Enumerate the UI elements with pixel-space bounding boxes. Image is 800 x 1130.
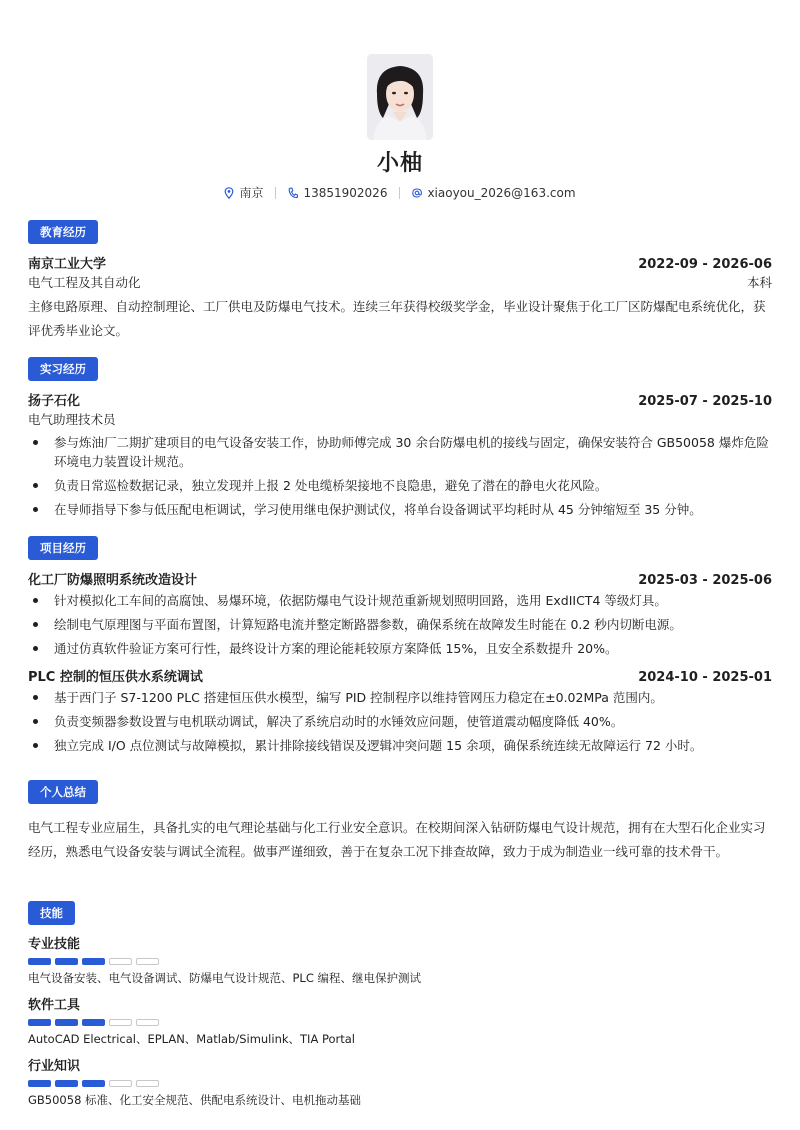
list-item: 在导师指导下参与低压配电柜调试，学习使用继电保护测试仪，将单台设备调试平均耗时从 45 分钟缩短至 35 分钟。 (28, 500, 772, 519)
internship-period: 2025-07 - 2025-10 (638, 394, 772, 409)
skill-level-segment (109, 958, 132, 965)
skill-level-segment (82, 1080, 105, 1087)
project-2-bullets (28, 688, 772, 755)
skill-level-segment (82, 1019, 105, 1026)
city-text: 南京 (239, 186, 264, 200)
list-item: 负责变频器参数设置与电机联动调试，解决了系统启动时的水锤效应问题，使管道震动幅度降低 40%。 (28, 712, 772, 731)
list-item: 通过仿真软件验证方案可行性，最终设计方案的理论能耗较原方案降低 15%，且安全系数提升 20%。 (28, 639, 772, 658)
email-text: xiaoyou_2026@163.com (427, 185, 576, 200)
education-description: 主修电路原理、自动控制理论、工厂供电及防爆电气技术。连续三年获得校级奖学金，毕业设计聚焦于化工厂区防爆配电系统优化，获评优秀毕业论文。 (28, 299, 766, 338)
contact-phone (288, 186, 387, 200)
education-header (28, 253, 772, 272)
list-item: 针对模拟化工车间的高腐蚀、易爆环境，依据防爆电气设计规范重新规划照明回路，选用 ExdIICT4 等级灯具。 (28, 591, 772, 610)
skill-desc: GB50058 标准、化工安全规范、供配电系统设计、电机拖动基础 (28, 1093, 362, 1107)
skill-title: 专业技能 (28, 937, 81, 952)
list-item: 基于西门子 S7-1200 PLC 搭建恒压供水模型，编写 PID 控制程序以维持管网压力稳定在±0.02MPa 范围内。 (28, 688, 772, 707)
contact-city (224, 184, 263, 201)
avatar (367, 54, 433, 140)
contact-bar (0, 184, 800, 201)
skill-level-segment (55, 1019, 78, 1026)
summary-text: 电气工程专业应届生，具备扎实的电气理论基础与化工行业安全意识。在校期间深入钻研防爆电气设计规范，拥有在大型石化企业实习经历，熟悉电气设备安装与调试全流程。做事严谨细致，善于在复杂工况下排查故障，致力于成为制造业一线可靠的技术骨干。 (28, 820, 766, 859)
list-item: 参与炼油厂二期扩建项目的电气设备安装工作，协助师傅完成 30 余台防爆电机的接线与固定，确保安装符合 GB50058 爆炸危险环境电力装置设计规范。 (28, 433, 772, 471)
school-name: 南京工业大学 (28, 257, 107, 272)
education-section (28, 220, 772, 343)
phone-icon (288, 187, 298, 199)
internship-header (28, 390, 772, 409)
internship-badge: 实习经历 (28, 357, 98, 381)
project-1-header (28, 569, 772, 588)
skill-level-segment (109, 1019, 132, 1026)
skill-level (28, 1019, 772, 1026)
projects-section (28, 536, 772, 760)
skill-level-segment (28, 1080, 51, 1087)
skill-level-segment (28, 1019, 51, 1026)
degree: 本科 (746, 275, 772, 290)
skill-level (28, 958, 772, 965)
internship-role: 电气助理技术员 (28, 412, 116, 427)
list-item: 绘制电气原理图与平面布置图，计算短路电流并整定断路器参数，确保系统在故障发生时能在 0.2 秒内切断电源。 (28, 615, 772, 634)
internship-section (28, 357, 772, 524)
skill-level (28, 1080, 772, 1087)
skill-desc: AutoCAD Electrical、EPLAN、Matlab/Simulink、TIA Portal (28, 1032, 356, 1046)
skill-block (28, 933, 772, 986)
education-badge: 教育经历 (28, 220, 98, 244)
company-name: 扬子石化 (28, 394, 81, 409)
skill-title: 行业知识 (28, 1059, 81, 1074)
divider (399, 187, 400, 199)
skill-desc: 电气设备安装、电气设备调试、防爆电气设计规范、PLC 编程、继电保护测试 (28, 971, 422, 985)
project-2-header (28, 666, 772, 685)
skill-level-segment (28, 958, 51, 965)
summary-badge: 个人总结 (28, 780, 98, 804)
skill-block (28, 994, 772, 1047)
divider (275, 187, 276, 199)
project-1-period: 2025-03 - 2025-06 (638, 573, 772, 588)
project-2-name: PLC 控制的恒压供水系统调试 (28, 670, 203, 685)
skills-badge: 技能 (28, 901, 75, 925)
list-item: 负责日常巡检数据记录，独立发现并上报 2 处电缆桥架接地不良隐患，避免了潜在的静电火花风险。 (28, 476, 772, 495)
list-item: 独立完成 I/O 点位测试与故障模拟，累计排除接线错误及逻辑冲突问题 15 余项，确保系统连续无故障运行 72 小时。 (28, 736, 772, 755)
education-period: 2022-09 - 2026-06 (638, 257, 772, 272)
project-2-period: 2024-10 - 2025-01 (638, 670, 772, 685)
internship-bullets (28, 433, 772, 519)
skill-level-segment (109, 1080, 132, 1087)
contact-email (412, 186, 575, 200)
phone-text: 13851902026 (303, 185, 388, 200)
skill-level-segment (136, 958, 159, 965)
major: 电气工程及其自动化 (28, 275, 141, 290)
projects-badge: 项目经历 (28, 536, 98, 560)
skill-level-segment (136, 1019, 159, 1026)
education-sub (28, 273, 772, 291)
skill-level-segment (82, 958, 105, 965)
at-icon (412, 187, 422, 199)
skill-title: 软件工具 (28, 998, 81, 1013)
skill-block (28, 1055, 772, 1108)
skill-level-segment (55, 1080, 78, 1087)
summary-section (28, 780, 772, 864)
project-1-bullets (28, 591, 772, 658)
candidate-name: 小柚 (376, 151, 423, 176)
skill-level-segment (136, 1080, 159, 1087)
skill-level-segment (55, 958, 78, 965)
project-1-name: 化工厂防爆照明系统改造设计 (28, 573, 198, 588)
skills-section (28, 901, 772, 1108)
location-pin-icon (224, 187, 234, 199)
